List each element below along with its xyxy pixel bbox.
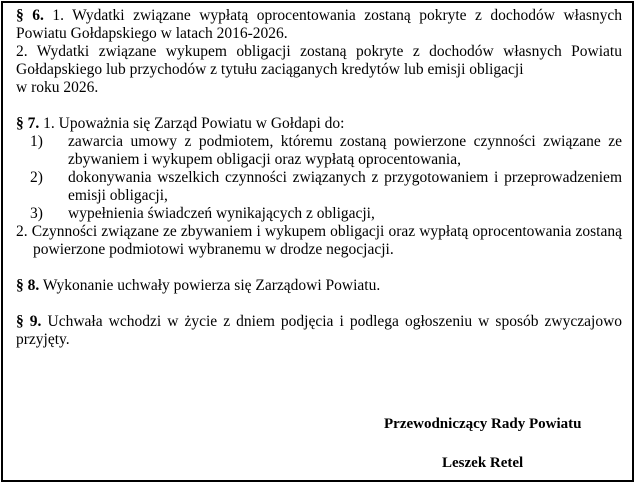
section-6-paragraph-1: [16, 7, 622, 25]
section-7-list-item: [16, 205, 622, 223]
section-7-intro: [16, 115, 622, 133]
section-9-paragraph: [16, 313, 622, 349]
list-item-text: wypełnienia świadczeń wynikających z obligacji,: [68, 205, 375, 222]
section-8-label: § 8.: [16, 277, 40, 294]
list-item-number: 2): [30, 169, 43, 186]
list-item-number: 3): [30, 205, 43, 222]
section-7-list-item: [16, 169, 622, 205]
section-6-label: § 6.: [16, 7, 44, 24]
list-item-text: dokonywania wszelkich czynności związanych z przygotowaniem i przeprowadzeniem emisji obligacji,: [68, 169, 622, 204]
section-8-paragraph: [16, 277, 622, 295]
section-9-text: Uchwała wchodzi w życie z dniem podjęcia i podlega ogłoszeniu w sposób zwyczajowo przyjęty.: [16, 313, 623, 348]
section-9-label: § 9.: [16, 313, 42, 330]
section-6-paragraph-1-tail: Powiatu Gołdapskiego w latach 2016-2026.: [16, 25, 288, 42]
document-body: [16, 7, 622, 349]
section-6-paragraph-2: 2. Wydatki związane wykupem obligacji zostaną pokryte z dochodów własnych Powiatu Gołdapskiego lub przychodów z tytułu zaciąganych kredytów lub emisji obligacji: [16, 43, 622, 78]
section-6-paragraph-2-tail: w roku 2026.: [16, 79, 99, 96]
list-item-number: 1): [30, 133, 43, 150]
section-8-text: Wykonanie uchwały powierza się Zarządowi Powiatu.: [42, 277, 381, 294]
section-7-intro-text: 1. Upoważnia się Zarząd Powiatu w Gołdapi do:: [43, 115, 345, 132]
section-6-p1-lead: 1. Wydatki związane wypłatą oprocentowania zostaną pokryte z dochodów własnych: [52, 7, 622, 24]
section-7-paragraph-2: 2. Czynności związane ze zbywaniem i wykupem obligacji oraz wypłatą oprocentowania zostaną powierzone podmiotowi wybranemu w drodze negocjacji.: [16, 223, 622, 258]
signature-title: Przewodniczący Rady Powiatu: [384, 416, 582, 432]
signature-name: Leszek Retel: [442, 455, 524, 471]
list-item-text: zawarcia umowy z podmiotem, któremu zostaną powierzone czynności związane ze zbywaniem i wykupem obligacji oraz wypłatą oprocentowania,: [68, 133, 622, 168]
section-7-list-item: [16, 133, 622, 169]
section-7-label: § 7.: [16, 115, 40, 132]
